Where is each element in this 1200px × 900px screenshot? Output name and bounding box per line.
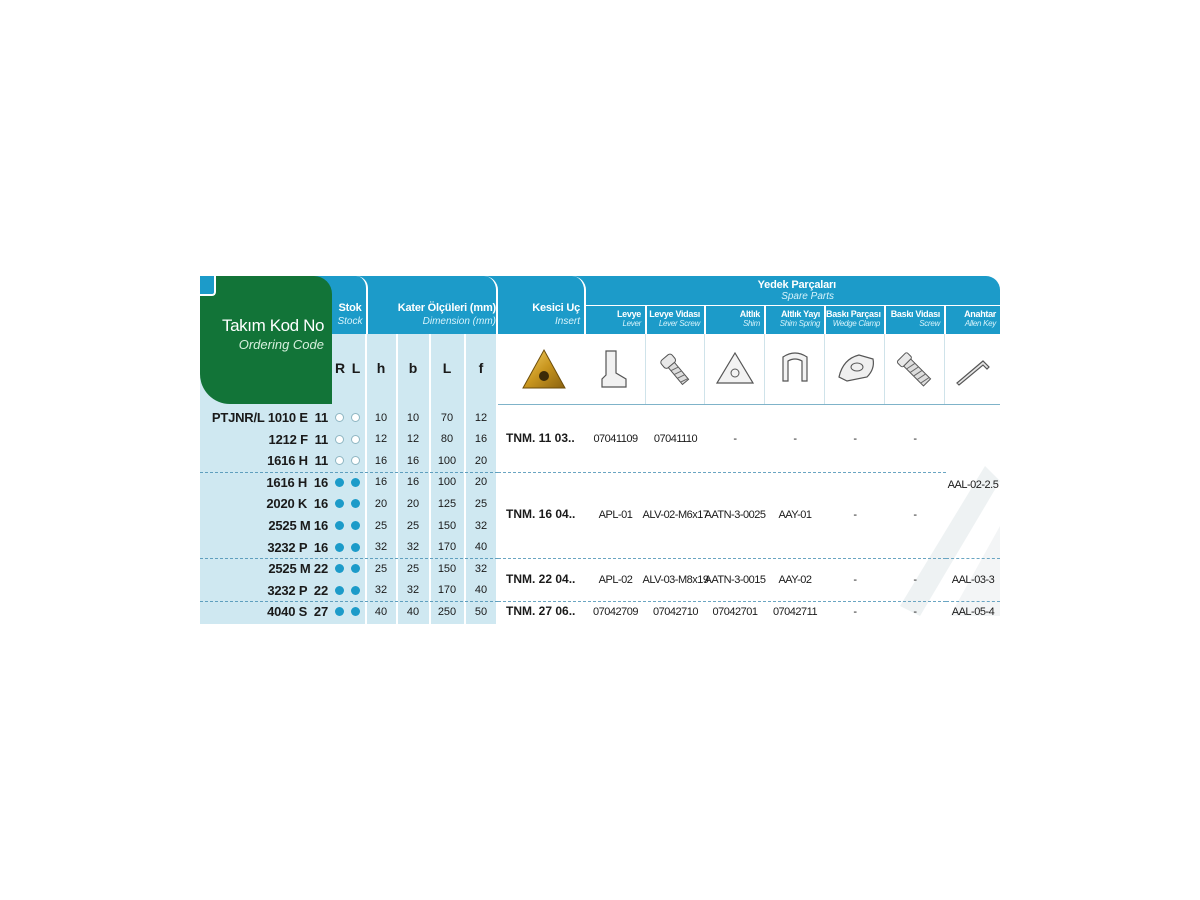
spare-part-value: - [913,508,917,521]
spare-part-value: 07042701 [712,606,758,619]
spare-part-value: - [913,573,917,586]
ordering-code: 2020 K 16 [266,496,328,512]
group-separator [498,472,946,473]
spare-part-value: 07041110 [653,433,698,446]
spare-subtitle: Spare Parts [781,291,834,302]
dim-L: 80 [440,433,454,446]
col-L-label: L [442,360,452,376]
part-header-lever-screw [647,306,704,334]
stock-r-indicator [335,521,344,530]
col-l-label: L [351,360,361,376]
group-separator [200,558,498,559]
part-header-subtitle: Screw [919,319,940,328]
lever-screw-icon [654,347,698,391]
dim-L: 150 [437,562,457,575]
dim-h: 32 [374,584,388,597]
divider [944,334,945,404]
stock-r-indicator [335,607,344,616]
dim-b: 16 [406,454,420,467]
spare-part-value: 07041109 [593,433,638,446]
divider [498,404,1000,405]
insert-group [498,601,1000,623]
ordering-code: 4040 S 27 [267,604,328,620]
dim-b: 12 [406,433,420,446]
spare-part-value: - [793,433,797,446]
ordering-code: 1616 H 16 [266,474,328,490]
ordering-code: PTJNR/L 1010 E 11 [211,410,328,425]
dim-f: 20 [474,476,488,489]
dim-b: 25 [406,519,420,532]
insert-header [498,276,586,334]
divider [645,334,646,404]
insert-code: TNM. 11 03.. [506,431,575,446]
spare-part-value: - [913,606,917,619]
stock-r-indicator [335,499,344,508]
dim-h: 40 [374,605,388,618]
clamp-screw-icon [893,347,937,391]
dim-f: 32 [474,562,488,575]
col-h-label: h [376,360,386,376]
table-row [200,515,498,537]
dim-b: 25 [406,562,420,575]
dim-L: 170 [437,584,457,597]
col-r-label: R [334,360,346,376]
dim-L: 250 [437,605,457,618]
dim-L: 100 [437,454,457,467]
dim-f: 40 [474,584,488,597]
insert-group [498,472,1000,558]
part-header-title: Altlık [739,309,760,319]
allen-key-value: AAL-02-2.5 [947,478,999,491]
dim-L: 150 [437,519,457,532]
ordering-subtitle: Ordering Code [238,337,324,352]
corner-marker [200,276,216,296]
spare-part-value: AATN-3-0015 [704,573,766,586]
stock-title: Stok [338,302,362,314]
part-header-title: Levye [616,309,641,319]
lever-icon [594,347,638,391]
table-row [200,601,498,623]
part-header-subtitle: Allen Key [964,319,996,328]
ordering-code: 2525 M 22 [268,561,328,577]
wedge-clamp-icon [833,347,877,391]
group-separator [200,601,498,602]
allen-key-icon [951,347,995,391]
ordering-title: Takım Kod No [222,316,324,335]
insert-title: Kesici Uç [532,302,580,314]
table-row [200,407,498,429]
spare-part-value: - [853,573,857,586]
stock-l-indicator [351,607,360,616]
allen-key-value: AAL-03-3 [951,573,995,586]
shim-spring-icon [773,347,817,391]
spare-part-value: AAY-02 [778,573,812,586]
stock-r-indicator [335,413,344,422]
stock-header [332,276,368,334]
table-row [200,429,498,451]
spare-part-value: ALV-02-M6x17 [642,508,709,521]
spare-part-value: - [853,508,857,521]
dim-L: 170 [437,541,457,554]
dims-title: Kater Ölçüleri (mm) [397,302,496,314]
divider [884,334,885,404]
spare-part-value: AAY-01 [778,508,812,521]
table-row [200,580,498,602]
divider [586,305,1000,306]
dim-b: 10 [406,411,420,424]
dim-f: 25 [474,497,488,510]
dim-h: 20 [374,497,388,510]
stock-r-indicator [335,456,344,465]
dim-L: 125 [437,497,457,510]
dim-h: 32 [374,541,388,554]
dim-h: 25 [374,562,388,575]
tool-table [200,276,1000,624]
dim-f: 50 [474,605,488,618]
spare-part-value: 07042710 [653,606,698,619]
stock-l-indicator [351,564,360,573]
stock-l-indicator [351,413,360,422]
group-separator [200,472,498,473]
spare-part-value: 07042711 [772,606,818,619]
stock-r-indicator [335,586,344,595]
stock-r-indicator [335,564,344,573]
part-header-clamp-screw [886,306,944,334]
divider [764,334,765,404]
col-f-label: f [478,360,484,376]
allen-key-value: AAL-05-4 [951,606,995,619]
stock-l-indicator [351,478,360,487]
spare-part-value: APL-02 [598,573,633,586]
group-separator [498,601,946,602]
insert-code: TNM. 22 04.. [506,571,576,586]
part-header-shim [706,306,764,334]
dim-b: 16 [406,476,420,489]
spare-part-value: - [733,433,737,446]
ordering-code-tab [200,276,332,404]
stock-r-indicator [335,478,344,487]
dim-h: 16 [374,476,388,489]
stock-l-indicator [351,435,360,444]
insert-icon [520,346,568,394]
ordering-code: 3232 P 22 [267,582,328,598]
spare-part-value: - [913,433,917,446]
table-row [200,450,498,472]
dim-b: 32 [406,541,420,554]
dim-f: 16 [474,433,488,446]
stock-l-indicator [351,499,360,508]
insert-subtitle: Insert [554,316,580,327]
dim-f: 32 [474,519,488,532]
table-row [200,472,498,494]
part-header-title: Anahtar [964,309,996,319]
dim-b: 40 [406,605,420,618]
spare-part-value: APL-01 [598,508,633,521]
spare-part-value: AATN-3-0025 [704,508,766,521]
dim-f: 12 [474,411,488,424]
spare-header [586,276,1000,306]
dim-f: 40 [474,541,488,554]
part-header-wedge-clamp [826,306,884,334]
part-header-title: Baskı Vidası [890,309,940,319]
dim-h: 10 [374,411,388,424]
stock-l-indicator [351,521,360,530]
part-header-subtitle: Shim [742,319,760,328]
spare-part-value: - [853,606,857,619]
part-header-lever [586,306,645,334]
dim-f: 20 [474,454,488,467]
col-b-label: b [408,360,418,376]
insert-group [498,558,1000,601]
part-header-subtitle: Shim Spring [779,319,820,328]
insert-code: TNM. 16 04.. [506,506,576,521]
ordering-code: 1616 H 11 [267,453,328,469]
table-row [200,537,498,559]
stock-l-indicator [351,543,360,552]
dim-h: 12 [374,433,388,446]
insert-code: TNM. 27 06.. [506,604,576,619]
part-header-subtitle: Lever [622,319,641,328]
part-header-subtitle: Lever Screw [658,319,700,328]
ordering-code: 1212 F 11 [268,431,328,447]
stock-subtitle: Stock [337,316,363,327]
part-header-title: Levye Vidası [649,309,700,319]
divider [704,334,705,404]
table-row [200,558,498,580]
shim-icon [713,347,757,391]
dims-subtitle: Dimension (mm) [422,316,496,327]
spare-part-value: ALV-03-M8x19 [642,573,709,586]
stock-l-indicator [351,586,360,595]
part-header-title: Altlık Yayı [780,309,820,319]
table-row [200,493,498,515]
dims-header [368,276,498,334]
part-header-subtitle: Wedge Clamp [832,319,880,328]
group-separator [498,558,946,559]
dim-h: 16 [374,454,388,467]
part-header-shim-spring [766,306,824,334]
part-header-allen-key [946,306,1000,334]
stock-r-indicator [335,543,344,552]
dim-L: 70 [440,411,454,424]
dim-h: 25 [374,519,388,532]
stock-r-indicator [335,435,344,444]
divider [824,334,825,404]
dim-L: 100 [437,476,457,489]
part-header-title: Baskı Parçası [826,309,881,319]
insert-group [498,407,1000,472]
group-separator [946,558,1000,559]
ordering-code: 3232 P 16 [267,539,328,555]
dim-b: 32 [406,584,420,597]
stock-l-indicator [351,456,360,465]
spare-part-value: 07042709 [593,606,638,619]
ordering-code: 2525 M 16 [268,518,328,533]
spare-title: Yedek Parçaları [757,279,836,291]
dim-b: 20 [406,497,420,510]
spare-part-value: - [853,433,857,446]
